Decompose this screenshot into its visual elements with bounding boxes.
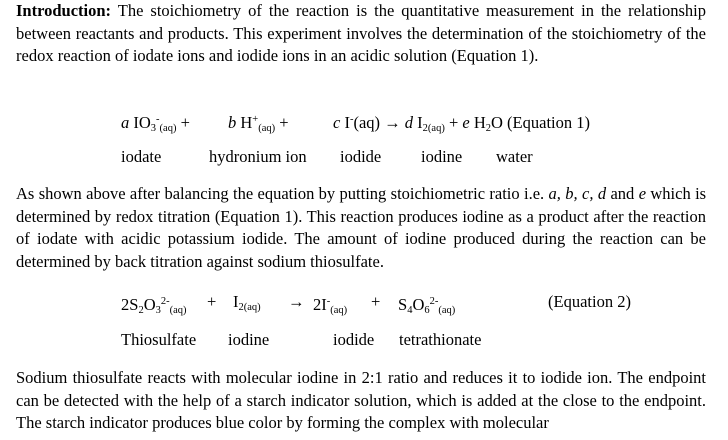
iodate-formula: IO (133, 113, 151, 132)
thiosulfate-sub-2: 3 (155, 305, 161, 316)
coef-ref-d: d (597, 184, 607, 203)
water-formula: H (473, 113, 486, 132)
coefficient-b: b (228, 113, 237, 132)
equation-2-reactants (121, 292, 187, 321)
iodide-formula: 2I (313, 295, 327, 314)
species-name-iodate: iodate (121, 147, 162, 166)
coefficient-a: a (121, 113, 130, 132)
iodate-subscript: 3 (150, 123, 157, 134)
equation-2-iodide (313, 292, 347, 321)
species-name-thiosulfate: Thiosulfate (121, 330, 197, 349)
equation-1-products (333, 110, 590, 139)
plus-sign: + (279, 113, 289, 132)
species-name-iodide: iodide (340, 147, 382, 166)
equation-2-tetrathionate (398, 292, 455, 321)
iodide-charge: - (326, 296, 331, 307)
species-name-tetrathionate: tetrathionate (399, 330, 482, 349)
iodine-formula: I (233, 292, 239, 311)
iodide-charge: - (349, 114, 354, 125)
reaction-arrow-icon: → (288, 292, 305, 311)
tetrathionate-sub-1: 4 (407, 305, 413, 316)
hydronium-formula: H (240, 113, 253, 132)
plus-sign: + (180, 113, 190, 132)
coefficient-c: c (333, 113, 341, 132)
species-name-water: water (496, 147, 533, 166)
species-name-iodine: iodine (421, 147, 463, 166)
equation-2-label: (Equation 2) (548, 292, 631, 311)
intro-heading: Introduction: (16, 1, 112, 20)
coefficient-d: d (404, 113, 414, 132)
iodine-state: (aq) (427, 123, 445, 134)
iodate-state: (aq) (159, 123, 177, 134)
tetrathionate-oxygen: O (412, 295, 425, 314)
iodate-charge: - (156, 114, 160, 125)
equation-1 (121, 110, 190, 139)
iodide-state: (aq) (353, 113, 381, 132)
species-name-iodide: iodide (333, 330, 375, 349)
thiosulfate-charge: 2- (160, 296, 170, 307)
thiosulfate-state: (aq) (169, 305, 187, 316)
coef-ref-a: a, (548, 184, 561, 203)
thiosulfate-sub-1: 2 (138, 305, 144, 316)
tetrathionate-formula: S (398, 295, 408, 314)
equation-2-iodine (233, 292, 261, 318)
paragraph3-text: Sodium thiosulfate reacts with molecular iodine in 2:1 ratio and reduces it to iodide ion. The endpoint can be detected with the help of a starch indicator solution, which is added at the close to the endpoint. The starch indicator produces blue color by forming the complex with molecular (16, 368, 706, 432)
iodide-state: (aq) (330, 305, 348, 316)
hydronium-state: (aq) (258, 123, 276, 134)
intro-paragraph (16, 0, 706, 68)
paragraph2-text-1: As shown above after balancing the equation by putting stoichiometric ratio i.e. (16, 184, 545, 203)
iodine-subscript: 2 (422, 123, 428, 134)
iodide-formula: I (344, 113, 350, 132)
paragraph2-and: and (610, 184, 635, 203)
tetrathionate-charge: 2- (429, 296, 439, 307)
tetrathionate-state: (aq) (438, 305, 456, 316)
coefficient-e: e (462, 113, 470, 132)
plus-sign: + (371, 292, 381, 311)
plus-sign: + (448, 113, 459, 132)
iodine-subscript: 2(aq) (238, 302, 261, 313)
intro-text: The stoichiometry of the reaction is the quantitative measurement in the relationship between reactants and products. This experiment involves the determination of the stoichiometry of the redox reaction of iodate ions and iodide ions in an acidic solution (Equation 1). (16, 1, 706, 65)
coef-ref-e: e (638, 184, 647, 203)
species-name-hydronium: hydronium ion (209, 147, 307, 166)
equation-1-hydronium (228, 110, 289, 139)
reaction-arrow-icon: → (384, 113, 401, 132)
equation-1-label: (Equation 1) (507, 113, 590, 132)
water-oxygen: O (491, 113, 503, 132)
thiosulfate-oxygen: O (143, 295, 156, 314)
hydronium-charge: + (252, 114, 259, 125)
coef-ref-c: c, (582, 184, 594, 203)
species-name-iodine: iodine (228, 330, 270, 349)
tetrathionate-sub-2: 6 (424, 305, 430, 316)
water-subscript: 2 (485, 123, 491, 134)
iodine-formula: I (417, 113, 423, 132)
paragraph2-text-2: which is determined by redox titration (Equation 1). This reaction produces iodine as a product after the reaction of iodate with acidic potassium iodide. The amount of iodine produced during the reaction can be determined by back titration against sodium thiosulfate. (16, 184, 707, 271)
thiosulfate-formula: 2S (121, 295, 139, 314)
stoichiometry-paragraph (16, 183, 706, 273)
plus-sign: + (207, 292, 217, 311)
coef-ref-b: b, (565, 184, 578, 203)
thiosulfate-paragraph (16, 367, 706, 435)
